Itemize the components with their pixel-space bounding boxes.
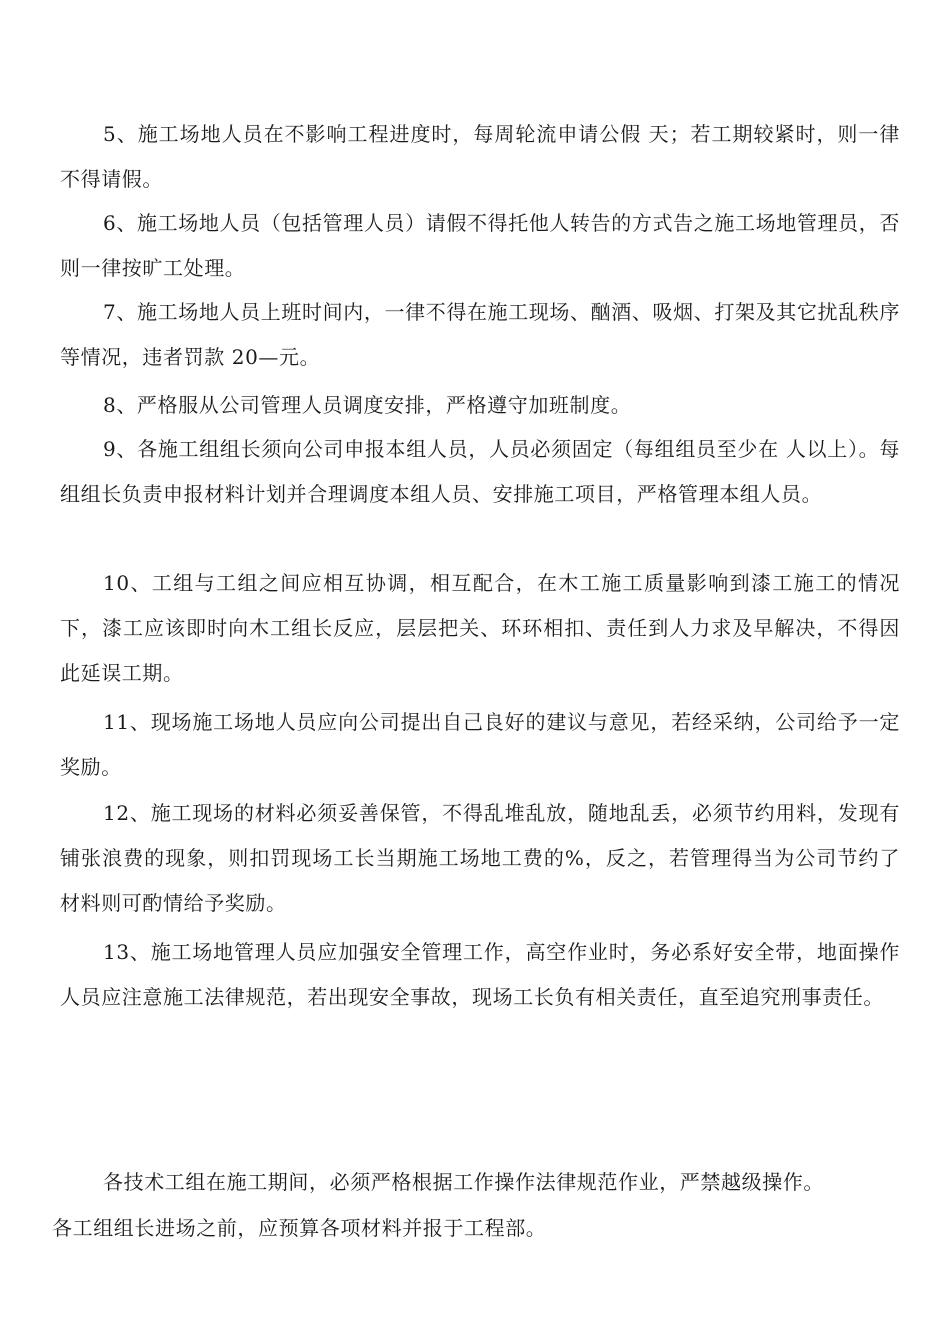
paragraph-13: 13、施工场地管理人员应加强安全管理工作，高空作业时，务必系好安全带，地面操作人员应注意施工法律规范，若出现安全事故，现场工长负有相关责任，直至追究刑事责任。 [60, 940, 900, 1009]
closing-line-2: 各工组组长进场之前，应预算各项材料并报于工程部。 [52, 1216, 547, 1240]
paragraph-9: 9、各施工组组长须向公司申报本组人员，人员必须固定（每组组员至少在 人以上）。每组组长负责申报材料计划并合理调度本组人员、安排施工项目，严格管理本组人员。 [60, 437, 900, 506]
paragraph-7: 7、施工场地人员上班时间内，一律不得在施工现场、酗酒、吸烟、打架及其它扰乱秩序等情况，违者罚款 20—元。 [60, 300, 900, 369]
paragraph-6: 6、施工场地人员（包括管理人员）请假不得托他人转告的方式告之施工场地管理员，否则一律按旷工处理。 [60, 211, 900, 280]
paragraph-5: 5、施工场地人员在不影响工程进度时，每周轮流申请公假 天；若工期较紧时，则一律不得请假。 [60, 122, 900, 191]
paragraph-12: 12、施工现场的材料必须妥善保管，不得乱堆乱放，随地乱丢，必须节约用料，发现有铺张浪费的现象，则扣罚现场工长当期施工场地工费的%，反之，若管理得当为公司节约了材料则可酌情给予奖励。 [60, 801, 900, 915]
paragraph-8: 8、严格服从公司管理人员调度安排，严格遵守加班制度。 [103, 393, 632, 417]
paragraph-10: 10、工组与工组之间应相互协调，相互配合，在木工施工质量影响到漆工施工的情况下，漆工应该即时向木工组长反应，层层把关、环环相扣、责任到人力求及早解决，不得因此延误工期。 [60, 571, 900, 685]
paragraph-11: 11、现场施工场地人员应向公司提出自己良好的建议与意见，若经采纳，公司给予一定奖励。 [60, 710, 900, 779]
closing-line-1: 各技术工组在施工期间，必须严格根据工作操作法律规范作业，严禁越级操作。 [103, 1170, 824, 1194]
